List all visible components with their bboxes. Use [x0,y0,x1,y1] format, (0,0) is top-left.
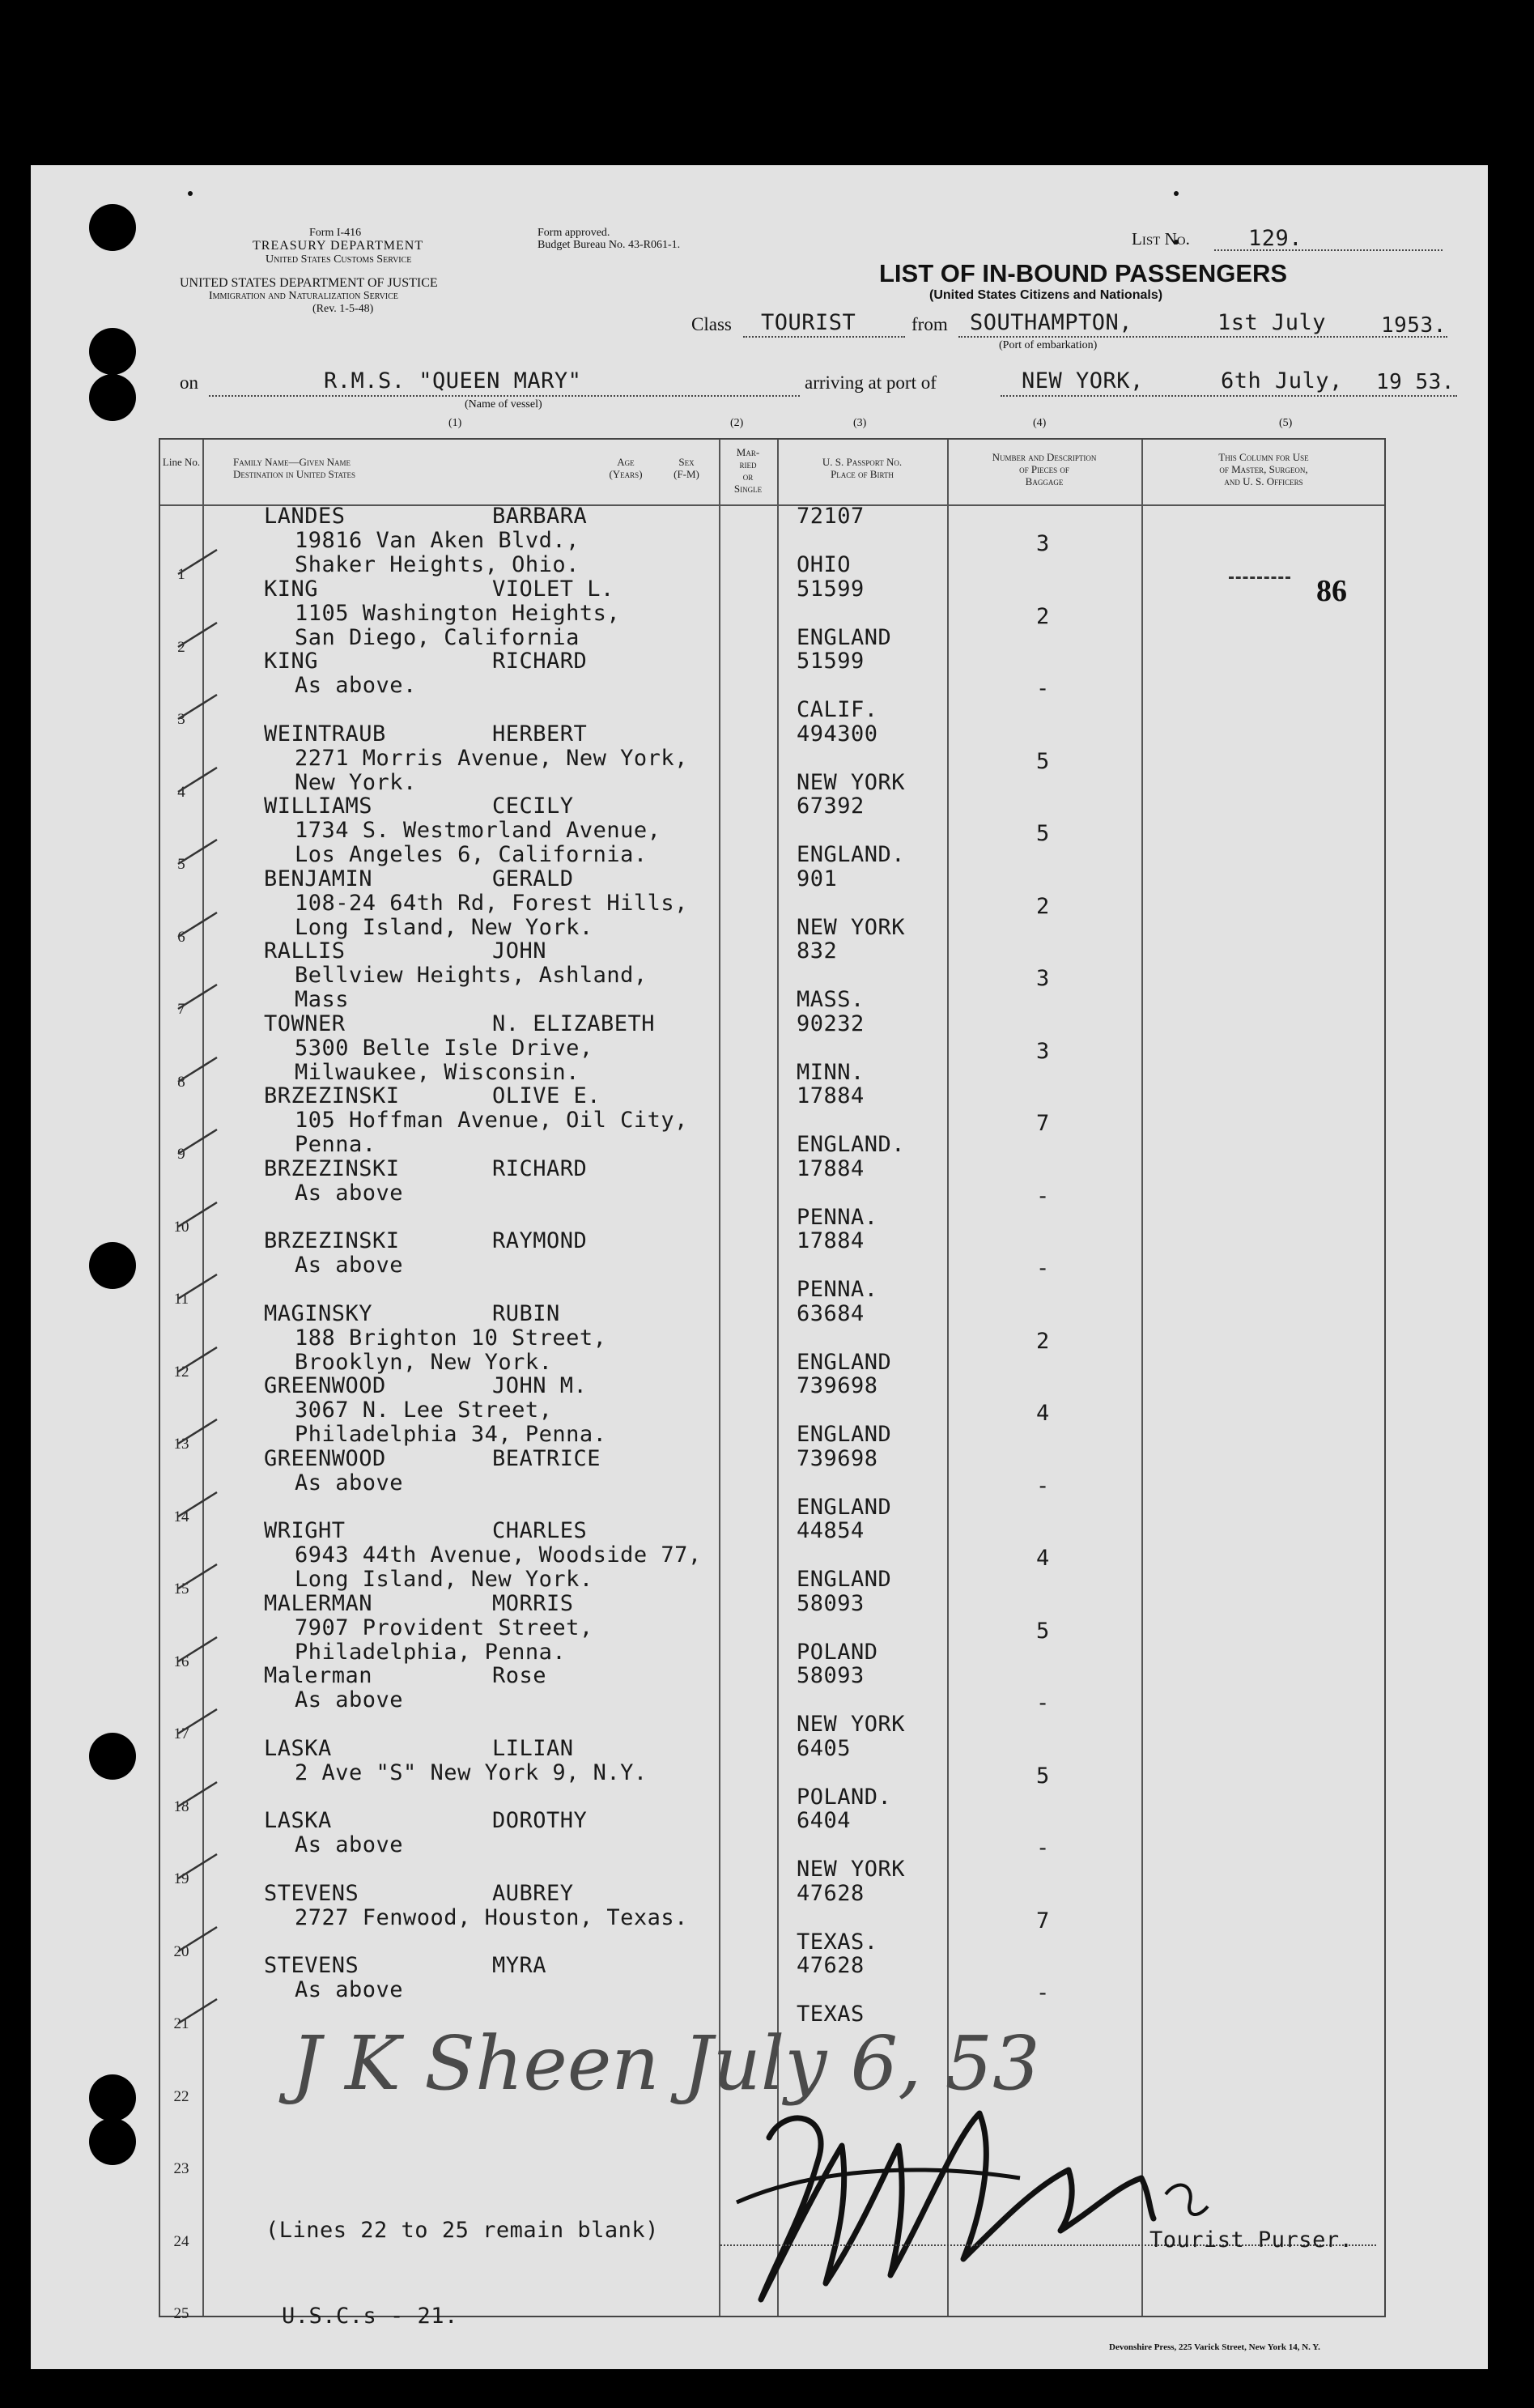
place-of-birth: ENGLAND. [797,1132,906,1157]
address-line-2: San Diego, California [295,624,580,650]
baggage-count: 5 [1036,1618,1050,1644]
check-mark [175,1126,223,1159]
check-mark [175,1489,223,1521]
given-name: LILIAN [492,1735,574,1761]
line-number: 14 [173,1508,189,1525]
given-name: RICHARD [492,1155,588,1181]
passport-number: 17884 [797,1083,865,1108]
baggage-count: - [1036,1256,1050,1281]
line-number: 18 [173,1797,189,1815]
handwritten-date-text: J K Sheen July 6, 53 [291,2020,1040,2107]
form-approved: Form approved. [538,227,610,239]
address-line-2: Los Angeles 6, California. [295,842,648,867]
col-divider [1141,440,1143,2316]
given-name: DOROTHY [492,1808,588,1833]
line-number: 16 [173,1653,189,1670]
check-mark [175,1344,223,1376]
line-number: 23 [173,2160,189,2177]
header-line-no: Line No. [162,456,201,468]
place-of-birth: OHIO [797,552,852,577]
baggage-count: 2 [1036,893,1050,919]
place-of-birth: MASS. [797,987,865,1012]
family-name: WEINTRAUB [264,721,386,747]
baggage-count: - [1036,676,1050,701]
address-line-1: 188 Brighton 10 Street, [295,1325,607,1351]
address-line-2: Shaker Heights, Ohio. [295,552,580,577]
class-value: TOURIST [761,310,856,335]
col-num: (5) [1279,417,1293,429]
address-line-2: Penna. [295,1132,376,1157]
baggage-count: 3 [1036,531,1050,556]
passport-number: 51599 [797,649,865,674]
given-name: CHARLES [492,1518,588,1543]
family-name: TOWNER [264,1010,346,1036]
from-dotline [958,336,1447,338]
address-line-1: Bellview Heights, Ashland, [295,963,648,988]
family-name: WILLIAMS [264,793,373,819]
passport-number: 51599 [797,576,865,602]
embark-year: 1953. [1381,313,1447,338]
given-name: AUBREY [492,1880,574,1906]
form-number: Form I-416 [309,227,362,239]
check-mark [175,1271,223,1304]
passport-number: 6404 [797,1808,852,1833]
address-line-1: As above [295,1180,404,1206]
header-name: Family Name—Given Name Destination in United States [233,456,356,480]
place-of-birth: NEW YORK [797,769,906,795]
col-num: (1) [448,417,462,429]
line-number: 21 [173,2015,189,2032]
family-name: LASKA [264,1808,332,1833]
printer-imprint: Devonshire Press, 225 Varick Street, New York 14, N. Y. [1109,2342,1320,2352]
given-name: RICHARD [492,649,588,674]
col-num: (3) [853,417,867,429]
baggage-count: 4 [1036,1546,1050,1571]
line-number: 12 [173,1363,189,1381]
place-of-birth: POLAND. [797,1784,892,1810]
address-line-1: As above [295,1253,404,1278]
from-label: from [911,314,948,334]
budget-bureau: Budget Bureau No. 43-R061-1. [538,239,681,251]
place-of-birth: ENGLAND [797,1349,892,1375]
address-line-1: 19816 Van Aken Blvd., [295,528,580,553]
baggage-count: - [1036,1473,1050,1499]
family-name: WRIGHT [264,1518,346,1543]
family-name: Malerman [264,1663,373,1688]
list-label: List No. [1132,229,1190,249]
family-name: LANDES [264,504,346,529]
vessel-name: R.M.S. "QUEEN MARY" [324,368,582,394]
family-name: KING [264,576,319,602]
line-number: 3 [177,711,185,728]
line-number: 8 [177,1073,185,1091]
address-line-1: 1105 Washington Heights, [295,600,621,626]
check-mark [175,1996,223,2028]
address-line-1: As above [295,1687,404,1712]
line-number: 22 [173,2087,189,2105]
baggage-count: 4 [1036,1401,1050,1426]
line-number: 9 [177,1146,185,1163]
line-number: 7 [177,1001,185,1018]
passport-number: 17884 [797,1155,865,1181]
baggage-count: 5 [1036,821,1050,846]
header-passport: U. S. Passport No. Place of Birth [822,456,903,480]
baggage-count: 2 [1036,1328,1050,1354]
passport-number: 67392 [797,793,865,819]
passport-number: 72107 [797,504,865,529]
purser-title: Tourist Purser. [1149,2227,1353,2253]
customs-service: United States Customs Service [266,253,412,266]
arrival-date: 6th July, [1221,368,1343,394]
baggage-count: 3 [1036,966,1050,991]
header-married: Mar- ried or Single [733,446,763,495]
place-of-birth: POLAND [797,1639,878,1665]
address-line-1: 105 Hoffman Avenue, Oil City, [295,1108,688,1133]
given-name: CECILY [492,793,574,819]
place-of-birth: ENGLAND. [797,842,906,867]
passport-number: 47628 [797,1880,865,1906]
baggage-count: - [1036,1980,1050,2006]
uscs-code: U.S.C.s - 21. [282,2304,458,2329]
given-name: N. ELIZABETH [492,1010,656,1036]
passport-number: 6405 [797,1735,852,1761]
embark-label: (Port of embarkation) [999,339,1098,351]
given-name: Rose [492,1663,547,1688]
family-name: BRZEZINSKI [264,1155,400,1181]
given-name: GERALD [492,866,574,891]
punch-hole [89,328,136,375]
header-age: Age (Years) [609,456,643,480]
address-line-1: 1734 S. Westmorland Avenue, [295,818,661,843]
vessel-label: (Name of vessel) [465,398,542,411]
baggage-count: 7 [1036,1111,1050,1136]
dept-justice: UNITED STATES DEPARTMENT OF JUSTICE [180,276,438,290]
address-line-1: 5300 Belle Isle Drive, [295,1035,593,1061]
address-line-2: Long Island, New York. [295,914,593,940]
passport-number: 63684 [797,1300,865,1326]
punch-hole [89,2118,136,2165]
given-name: MYRA [492,1953,547,1978]
punch-hole [89,204,136,251]
check-mark [175,1851,223,1883]
line-number: 25 [173,2305,189,2322]
passport-number: 58093 [797,1663,865,1688]
on-label: on [180,372,198,393]
passport-number: 739698 [797,1373,878,1398]
place-of-birth: NEW YORK [797,1857,906,1882]
baggage-count: - [1036,1183,1050,1209]
check-mark [175,1706,223,1738]
address-line-2: Mass [295,987,350,1012]
address-line-2: Long Island, New York. [295,1567,593,1592]
embark-date: 1st July [1217,310,1327,335]
check-mark [175,1561,223,1593]
line-number: 4 [177,783,185,801]
line-number: 10 [173,1218,189,1236]
class-label: Class [691,314,732,334]
given-name: HERBERT [492,721,588,747]
given-name: BEATRICE [492,1445,601,1471]
check-mark [175,1054,223,1087]
family-name: BRZEZINSKI [264,1228,400,1253]
family-name: MALERMAN [264,1590,373,1616]
given-name: RAYMOND [492,1228,588,1253]
address-line-1: As above [295,1470,404,1495]
given-name: BARBARA [492,504,588,529]
ins-service: Immigration and Naturalization Service [209,290,398,302]
punch-hole [89,374,136,421]
punch-hole [89,2074,136,2121]
address-line-2: New York. [295,769,417,795]
baggage-count: - [1036,1691,1050,1716]
address-line-1: 2271 Morris Avenue, New York, [295,745,688,771]
passport-number: 739698 [797,1445,878,1471]
baggage-count: 5 [1036,1763,1050,1789]
given-name: MORRIS [492,1590,574,1616]
officer-note: 86 [1316,574,1347,608]
arrival-year: 19 53. [1376,370,1455,394]
line-number: 5 [177,856,185,873]
revision: (Rev. 1-5-48) [312,303,374,315]
check-mark [175,1199,223,1232]
form-title: LIST OF IN-BOUND PASSENGERS [879,259,1288,287]
given-name: OLIVE E. [492,1083,601,1108]
family-name: STEVENS [264,1880,359,1906]
passport-number: 58093 [797,1590,865,1616]
given-name: JOHN M. [492,1373,588,1398]
line-number: 17 [173,1725,189,1742]
address-line-1: 7907 Provident Street, [295,1615,593,1640]
family-name: BENJAMIN [264,866,373,891]
check-mark [175,619,223,652]
line-number: 19 [173,1870,189,1887]
place-of-birth: ENGLAND [797,1422,892,1447]
address-line-1: As above [295,1832,404,1857]
address-line-1: As above. [295,673,417,698]
place-of-birth: ENGLAND [797,1494,892,1520]
line-number: 2 [177,638,185,656]
place-of-birth: NEW YORK [797,914,906,940]
place-of-birth: MINN. [797,1059,865,1085]
line-number: 11 [173,1291,189,1308]
arrival-dotline [1001,395,1457,397]
family-name: KING [264,649,319,674]
check-mark [175,691,223,724]
line-number: 20 [173,1942,189,1960]
officer-dash [1229,576,1290,579]
class-dotline [743,336,905,338]
place-of-birth: PENNA. [797,1204,878,1230]
place-of-birth: ENGLAND [797,1567,892,1592]
family-name: LASKA [264,1735,332,1761]
line-number: 15 [173,1581,189,1598]
baggage-count: - [1036,1836,1050,1861]
check-mark [175,909,223,942]
check-mark [175,547,223,579]
form-subtitle: (United States Citizens and Nationals) [929,288,1163,302]
from-value: SOUTHAMPTON, [970,310,1133,335]
line-number: 13 [173,1436,189,1453]
place-of-birth: CALIF. [797,697,878,722]
address-line-2: Brooklyn, New York. [295,1349,553,1375]
check-mark [175,1924,223,1956]
baggage-count: 2 [1036,603,1050,629]
check-mark [175,836,223,869]
given-name: JOHN [492,938,547,964]
line-number: 6 [177,928,185,946]
speck [1174,191,1179,196]
place-of-birth: TEXAS [797,2002,865,2027]
place-of-birth: PENNA. [797,1277,878,1302]
address-line-1: 6943 44th Avenue, Woodside 77, [295,1542,702,1568]
passport-number: 901 [797,866,838,891]
place-of-birth: NEW YORK [797,1712,906,1737]
col-num: (2) [730,417,744,429]
check-mark [175,1779,223,1811]
passport-number: 44854 [797,1518,865,1543]
passport-number: 47628 [797,1953,865,1978]
baggage-count: 5 [1036,748,1050,774]
list-number: 129. [1248,226,1303,251]
check-mark [175,764,223,797]
address-line-1: 108-24 64th Rd, Forest Hills, [295,890,688,916]
blank-lines-note: (Lines 22 to 25 remain blank) [266,2218,659,2243]
passport-number: 832 [797,938,838,964]
arrival-port: NEW YORK, [1022,368,1144,394]
baggage-count: 7 [1036,1908,1050,1934]
punch-hole [89,1242,136,1289]
given-name: RUBIN [492,1300,560,1326]
address-line-2: Milwaukee, Wisconsin. [295,1059,580,1085]
baggage-count: 3 [1036,1038,1050,1064]
header-sex: Sex (F-M) [674,456,699,480]
passport-number: 17884 [797,1228,865,1253]
family-name: MAGINSKY [264,1300,373,1326]
line-number: 24 [173,2232,189,2250]
given-name: VIOLET L. [492,576,614,602]
passport-number: 494300 [797,721,878,747]
check-mark [175,1634,223,1666]
header-baggage: Number and Description of Pieces of Baggage [992,451,1097,487]
col-num: (4) [1033,417,1047,429]
place-of-birth: TEXAS. [797,1929,878,1955]
vessel-dotline [209,395,800,397]
check-mark [175,1416,223,1449]
address-line-2: Philadelphia 34, Penna. [295,1422,607,1447]
family-name: STEVENS [264,1953,359,1978]
family-name: GREENWOOD [264,1445,386,1471]
dept-treasury: TREASURY DEPARTMENT [253,239,424,253]
address-line-2: Philadelphia, Penna. [295,1639,567,1665]
address-line-1: 3067 N. Lee Street, [295,1398,553,1423]
line-number: 1 [177,566,185,583]
arriving-label: arriving at port of [805,372,937,393]
place-of-birth: ENGLAND [797,624,892,650]
header-official-use: This Column for Use of Master, Surgeon, and U. S. Officers [1218,451,1309,487]
address-line-1: 2 Ave "S" New York 9, N.Y. [295,1759,648,1785]
family-name: RALLIS [264,938,346,964]
address-line-1: 2727 Fenwood, Houston, Texas. [295,1904,688,1930]
speck [188,191,193,196]
address-line-1: As above [295,1977,404,2002]
family-name: GREENWOOD [264,1373,386,1398]
passport-number: 90232 [797,1010,865,1036]
purser-signature [712,2089,1214,2324]
family-name: BRZEZINSKI [264,1083,400,1108]
check-mark [175,981,223,1014]
punch-hole [89,1733,136,1780]
